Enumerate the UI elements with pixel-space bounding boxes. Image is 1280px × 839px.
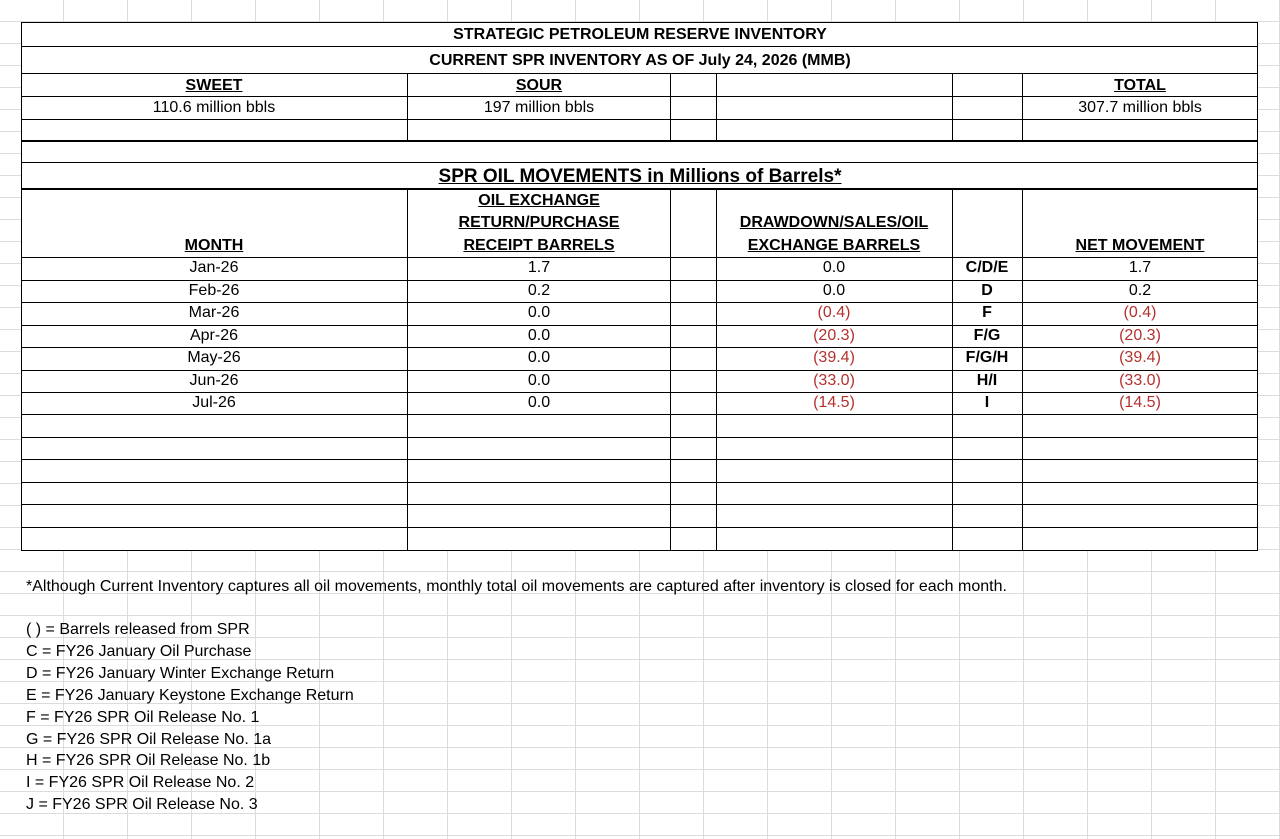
net-movement-cell: 1.7	[1128, 259, 1152, 276]
rule	[21, 46, 1258, 47]
rule	[21, 73, 1258, 74]
drawdown-cell: 0.0	[822, 282, 846, 299]
code-cell: I	[984, 394, 990, 411]
rule	[716, 73, 717, 141]
month-header: MONTH	[184, 237, 244, 254]
rule	[21, 162, 1258, 163]
rule	[21, 482, 1258, 483]
rule	[21, 459, 1258, 460]
net-movement-cell: 0.2	[1128, 282, 1152, 299]
code-cell: F	[982, 304, 992, 321]
rule	[407, 73, 408, 141]
net-movement-cell: (39.4)	[1119, 349, 1161, 366]
code-cell: F/G/H	[965, 349, 1009, 366]
legend-item: H = FY26 SPR Oil Release No. 1b	[26, 752, 271, 770]
report-subtitle: CURRENT SPR INVENTORY AS OF July 24, 2026 (MMB)	[429, 52, 851, 69]
receipt-cell: 0.0	[527, 394, 551, 411]
receipt-cell: 1.7	[527, 259, 551, 276]
drawdown-cell: 0.0	[822, 259, 846, 276]
rule	[1022, 188, 1023, 550]
footnote: *Although Current Inventory captures all oil movements, monthly total oil movements are captured after inventory is closed for each month.	[26, 578, 1007, 595]
code-cell: D	[981, 282, 993, 299]
receipt-cell: 0.0	[527, 372, 551, 389]
drawdown-cell: (0.4)	[817, 304, 851, 321]
receipt-cell: 0.0	[527, 327, 551, 344]
rule	[952, 188, 953, 550]
rule	[21, 96, 1258, 97]
rule	[670, 73, 671, 141]
rule	[21, 527, 1258, 528]
receipt-cell: 0.2	[527, 282, 551, 299]
month-cell: Jan-26	[189, 259, 239, 276]
rule	[21, 188, 1258, 190]
code-cell: F/G	[973, 327, 1001, 344]
movements-title: SPR OIL MOVEMENTS in Millions of Barrels*	[438, 166, 842, 187]
rule	[716, 188, 717, 550]
receipt-header-line-1: OIL EXCHANGE	[478, 192, 600, 209]
legend-item: C = FY26 January Oil Purchase	[26, 642, 252, 660]
net-movement-cell: (14.5)	[1119, 394, 1161, 411]
code-cell: H/I	[976, 372, 998, 389]
total-value: 307.7 million bbls	[1078, 99, 1202, 116]
drawdown-cell: (39.4)	[813, 349, 855, 366]
net-movement-cell: (0.4)	[1123, 304, 1157, 321]
rule	[1022, 73, 1023, 141]
receipt-header-line-3: RECEIPT BARRELS	[463, 237, 615, 254]
drawdown-header-line-2: EXCHANGE BARRELS	[747, 237, 921, 254]
net-movement-header: NET MOVEMENT	[1075, 237, 1205, 254]
rule	[952, 73, 953, 141]
sweet-label: SWEET	[185, 77, 243, 94]
receipt-cell: 0.0	[527, 349, 551, 366]
rule	[407, 188, 408, 550]
sweet-value: 110.6 million bbls	[152, 99, 276, 116]
month-cell: Mar-26	[188, 304, 240, 321]
sour-value: 197 million bbls	[483, 99, 595, 116]
legend-item: J = FY26 SPR Oil Release No. 3	[26, 796, 258, 814]
net-movement-cell: (20.3)	[1119, 327, 1161, 344]
legend-item: E = FY26 January Keystone Exchange Return	[26, 686, 354, 704]
legend-item: G = FY26 SPR Oil Release No. 1a	[26, 730, 271, 748]
code-cell: C/D/E	[965, 259, 1009, 276]
rule	[21, 504, 1258, 505]
rule	[21, 437, 1258, 438]
legend-item: ( ) = Barrels released from SPR	[26, 621, 250, 638]
month-cell: Apr-26	[189, 327, 239, 344]
month-cell: Jun-26	[189, 372, 239, 389]
legend-item: F = FY26 SPR Oil Release No. 1	[26, 708, 260, 726]
net-movement-cell: (33.0)	[1119, 372, 1161, 389]
drawdown-cell: (14.5)	[813, 394, 855, 411]
sour-label: SOUR	[515, 77, 563, 94]
month-cell: Feb-26	[188, 282, 240, 299]
month-cell: May-26	[187, 349, 241, 366]
report-title: STRATEGIC PETROLEUM RESERVE INVENTORY	[453, 26, 827, 43]
month-cell: Jul-26	[192, 394, 236, 411]
total-label: TOTAL	[1114, 77, 1166, 94]
rule	[21, 414, 1258, 415]
rule	[21, 140, 1258, 142]
receipt-header-line-2: RETURN/PURCHASE	[458, 214, 620, 231]
legend-item: D = FY26 January Winter Exchange Return	[26, 664, 335, 682]
receipt-cell: 0.0	[527, 304, 551, 321]
drawdown-header-line-1: DRAWDOWN/SALES/OIL	[739, 214, 929, 231]
rule	[21, 119, 1258, 120]
drawdown-cell: (33.0)	[813, 372, 855, 389]
legend-item: I = FY26 SPR Oil Release No. 2	[26, 774, 255, 792]
drawdown-cell: (20.3)	[813, 327, 855, 344]
rule	[670, 188, 671, 550]
